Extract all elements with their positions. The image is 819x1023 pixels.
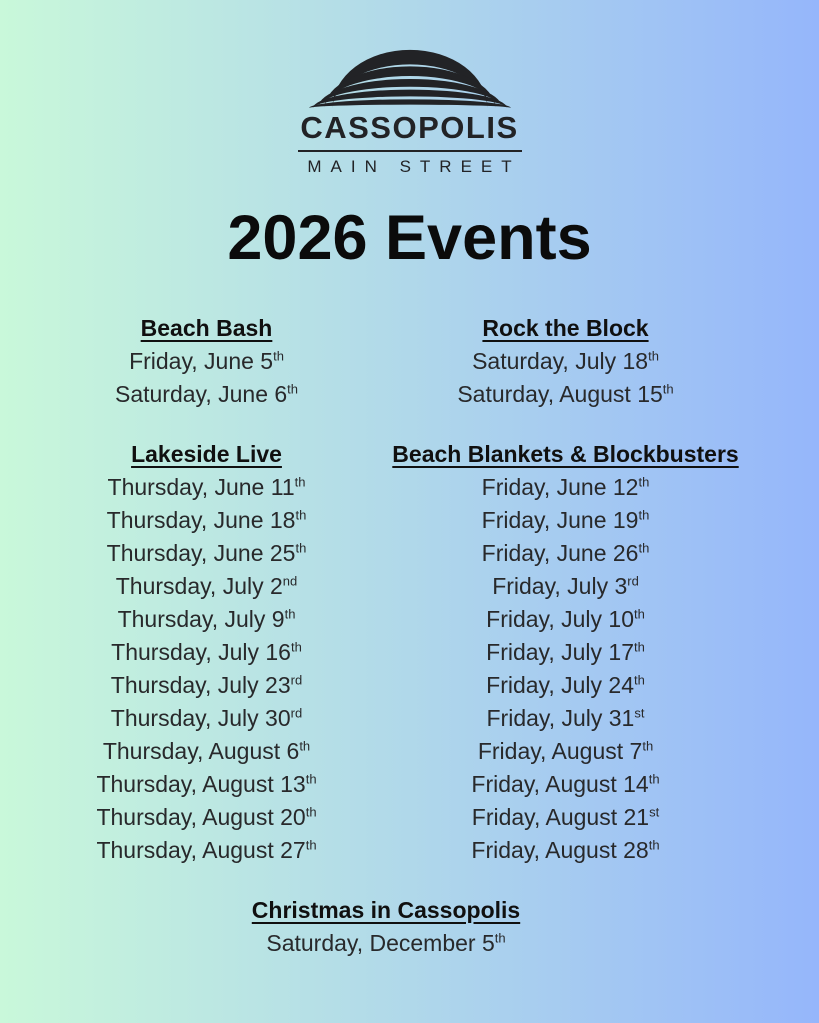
- section-lakeside-live: [27, 438, 386, 867]
- event-date: Friday, June 26th: [481, 540, 650, 567]
- section-title: Beach Blankets & Blockbusters: [392, 441, 739, 468]
- date-list: [386, 471, 745, 867]
- event-date: Friday, August 14th: [471, 771, 660, 798]
- event-date: Saturday, July 18th: [472, 348, 659, 375]
- logo-divider: [298, 150, 522, 152]
- event-date: Friday, June 5th: [129, 348, 284, 375]
- event-date: Friday, August 7th: [477, 738, 654, 765]
- event-date: Friday, July 31st: [486, 705, 645, 732]
- section-title: Beach Bash: [140, 315, 273, 342]
- event-date: Thursday, June 25th: [106, 540, 307, 567]
- section-title: Christmas in Cassopolis: [251, 897, 521, 924]
- event-date: Friday, July 3rd: [492, 573, 639, 600]
- event-date: Saturday, December 5th: [266, 930, 506, 957]
- section-christmas-in-cassopolis: [252, 894, 520, 960]
- logo-subtitle: MAIN STREET: [307, 157, 521, 176]
- event-date: Thursday, July 23rd: [110, 672, 303, 699]
- arch-swoosh-icon: [303, 46, 517, 110]
- event-date: Thursday, August 6th: [102, 738, 311, 765]
- event-date: Thursday, June 18th: [106, 507, 307, 534]
- event-date: Thursday, July 30rd: [110, 705, 303, 732]
- section-rock-the-block: [386, 312, 745, 411]
- event-date: Saturday, August 15th: [457, 381, 674, 408]
- event-date: Saturday, June 6th: [114, 381, 299, 408]
- event-date: Friday, July 10th: [486, 606, 645, 633]
- event-date: Friday, August 21st: [471, 804, 660, 831]
- section-title: Rock the Block: [482, 315, 649, 342]
- logo: [0, 0, 819, 175]
- event-date: Friday, June 19th: [481, 507, 650, 534]
- page-title: 2026 Events: [227, 203, 592, 273]
- event-date: Thursday, July 9th: [117, 606, 296, 633]
- events-grid: [27, 312, 745, 960]
- event-date: Friday, July 17th: [486, 639, 645, 666]
- event-date: Thursday, June 11th: [107, 474, 306, 501]
- event-date: Thursday, August 20th: [96, 804, 317, 831]
- date-list: [386, 345, 745, 411]
- event-date: Thursday, August 13th: [96, 771, 317, 798]
- date-list: [27, 345, 386, 411]
- event-date: Friday, June 12th: [481, 474, 650, 501]
- section-beach-bash: [27, 312, 386, 411]
- section-beach-blankets-blockbusters: [386, 438, 745, 867]
- event-date: Thursday, July 2nd: [115, 573, 298, 600]
- event-date: Thursday, August 27th: [96, 837, 317, 864]
- event-date: Friday, August 28th: [471, 837, 660, 864]
- logo-name: CASSOPOLIS: [300, 110, 519, 145]
- event-date: Friday, July 24th: [486, 672, 645, 699]
- event-date: Thursday, July 16th: [111, 639, 302, 666]
- section-title: Lakeside Live: [131, 441, 282, 468]
- date-list: [27, 471, 386, 867]
- date-list: [252, 927, 520, 960]
